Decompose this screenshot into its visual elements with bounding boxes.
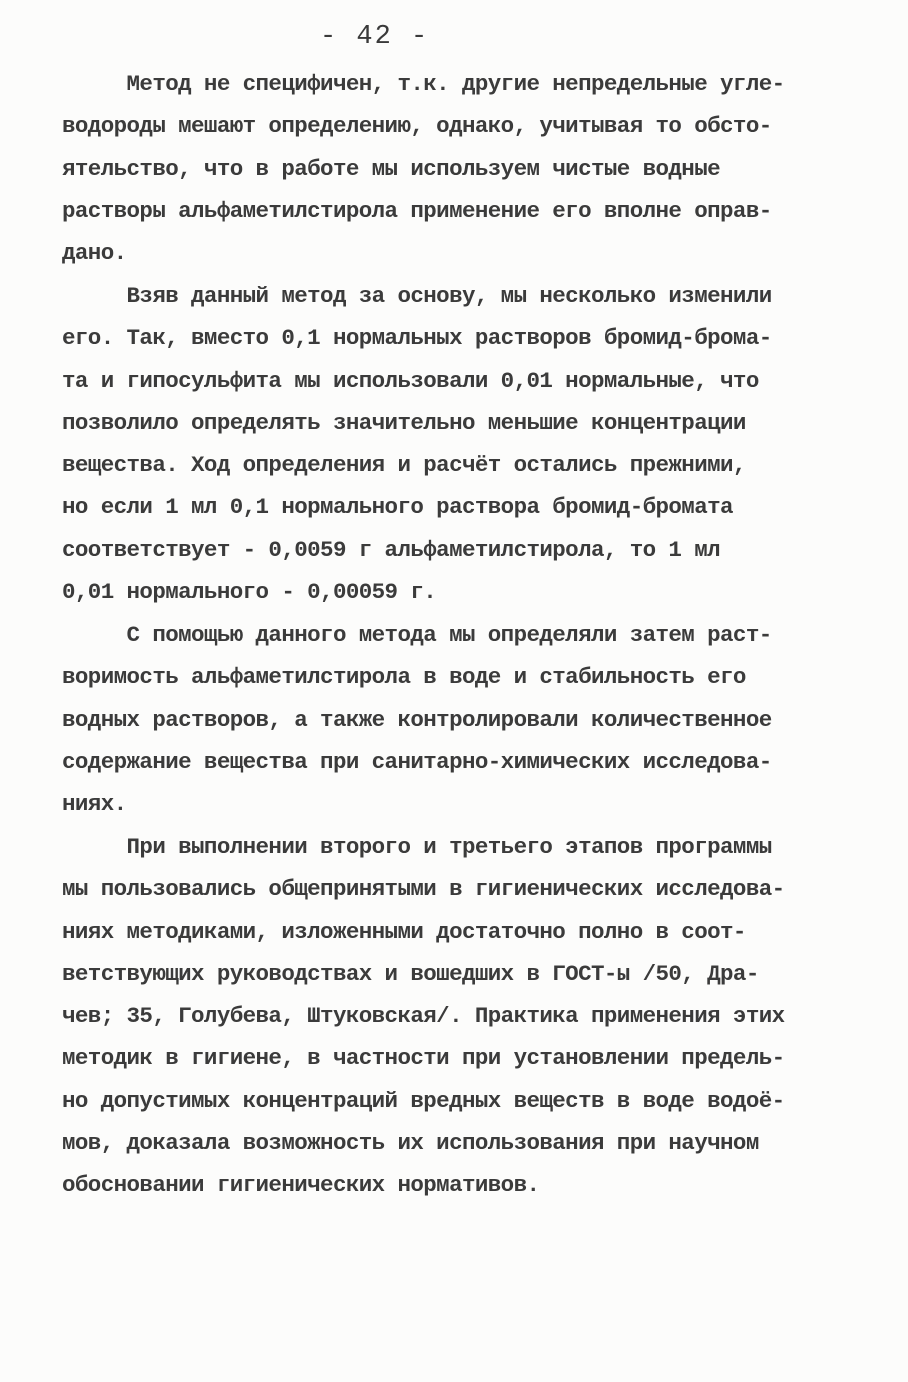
text-line: мы пользовались общепринятыми в гигиенических исследова- (62, 876, 785, 903)
text-line: водороды мешают определению, однако, учитывая то обсто- (62, 113, 772, 140)
paragraph-4 (62, 826, 862, 1207)
text-line: методик в гигиене, в частности при установлении предель- (62, 1045, 785, 1072)
text-line: ветствующих руководствах и вошедших в ГОСТ-ы /50, Дра- (62, 960, 759, 987)
text-line: С помощью данного метода мы определяли затем раст- (62, 622, 772, 648)
text-line: воримость альфаметилстирола в воде и стабильность его (62, 664, 746, 691)
text-line: При выполнении второго и третьего этапов программы (62, 834, 772, 860)
text-line: соответствует - 0,0059 г альфаметилстирола, то 1 мл (62, 536, 721, 563)
text-line: ятельство, что в работе мы используем чистые водные (62, 155, 721, 182)
text-line: ниях. (62, 791, 127, 818)
text-line: ниях методиками, изложенными достаточно полно в соот- (62, 918, 746, 945)
text-line: мов, доказала возможность их использования при научном (62, 1130, 759, 1157)
text-line: водных растворов, а также контролировали количественное (62, 706, 772, 733)
text-line: но если 1 мл 0,1 нормального раствора бромид-бромата (62, 494, 733, 521)
text-line: растворы альфаметилстирола применение его вполне оправ- (62, 197, 772, 224)
text-line: но допустимых концентраций вредных веществ в воде водоё- (62, 1087, 785, 1114)
text-line: содержание вещества при санитарно-химических исследова- (62, 748, 772, 775)
text-line: обосновании гигиенических нормативов. (62, 1172, 540, 1199)
text-line: вещества. Ход определения и расчёт остались прежними, (62, 452, 746, 479)
paragraph-2 (62, 275, 862, 613)
text-line: та и гипосульфита мы использовали 0,01 нормальные, что (62, 367, 759, 394)
text-line: Взяв данный метод за основу, мы несколько изменили (62, 283, 772, 309)
text-line: позволило определять значительно меньшие концентрации (62, 409, 746, 436)
text-line: его. Так, вместо 0,1 нормальных растворов бромид-брома- (62, 325, 772, 352)
page-number: - 42 - (320, 22, 430, 52)
paragraph-3 (62, 614, 862, 825)
text-line: 0,01 нормального - 0,00059 г. (62, 579, 437, 606)
text-line: дано. (62, 240, 127, 267)
text-line: Метод не специфичен, т.к. другие непредельные угле- (62, 71, 785, 97)
paragraph-1 (62, 63, 862, 274)
text-line: чев; 35, Голубева, Штуковская/. Практика применения этих (62, 1003, 785, 1030)
